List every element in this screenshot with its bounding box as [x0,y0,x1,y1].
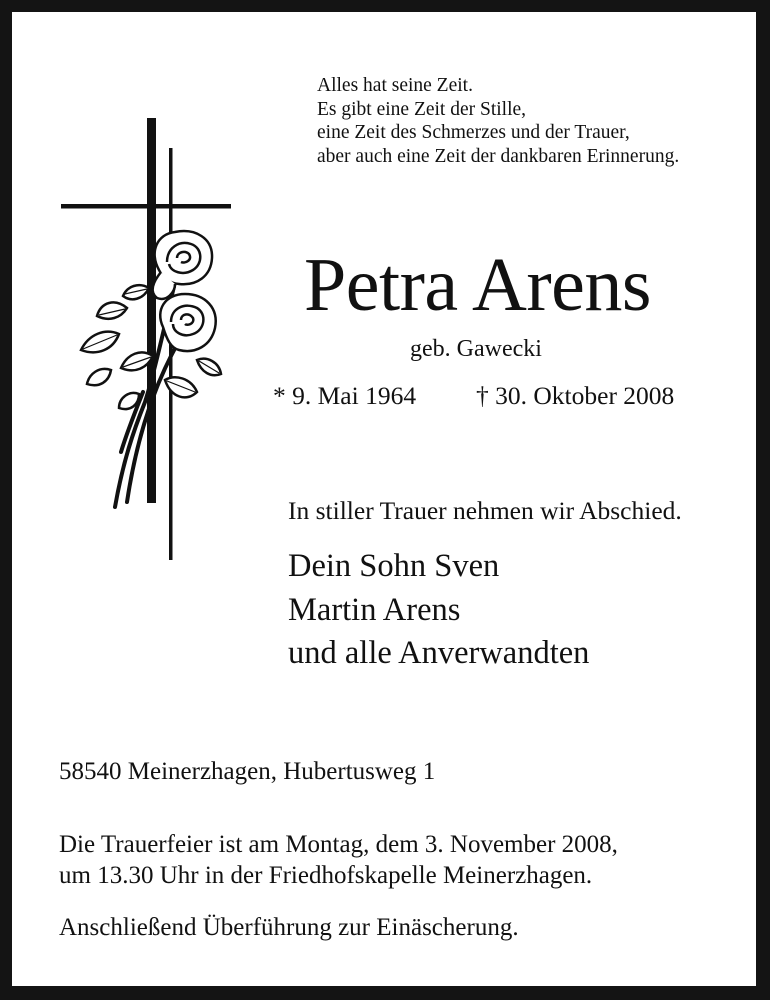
quote-line: eine Zeit des Schmerzes und der Trauer, [317,122,630,143]
quote-line: Alles hat seine Zeit. [317,75,473,96]
mourner-name: Dein Sohn Sven [288,548,500,584]
quote-line: aber auch eine Zeit der dankbaren Erinnerung. [317,145,680,167]
deceased-name: Petra Arens [304,243,651,327]
farewell-text: In stiller Trauer nehmen wir Abschied. [288,496,682,525]
cremation-note: Anschließend Überführung zur Einäscherung. [59,914,519,941]
quote-line: Es gibt eine Zeit der Stille, [317,98,527,120]
family-address: 58540 Meinerzhagen, Hubertusweg 1 [59,758,436,785]
memorial-quote [317,74,679,168]
funeral-line: Die Trauerfeier ist am Montag, dem 3. November 2008, [59,831,618,858]
death-date: † 30. Oktober 2008 [476,381,675,410]
funeral-details [59,829,618,891]
birth-date: * 9. Mai 1964 [273,381,417,410]
cross-with-roses-icon [57,112,237,567]
mourner-name: und alle Anverwandten [288,635,590,671]
funeral-line: um 13.30 Uhr in der Friedhofskapelle Meinerzhagen. [59,862,593,889]
maiden-name: geb. Gawecki [410,336,542,362]
mourners-list [288,545,589,676]
mourner-name: Martin Arens [288,591,461,628]
